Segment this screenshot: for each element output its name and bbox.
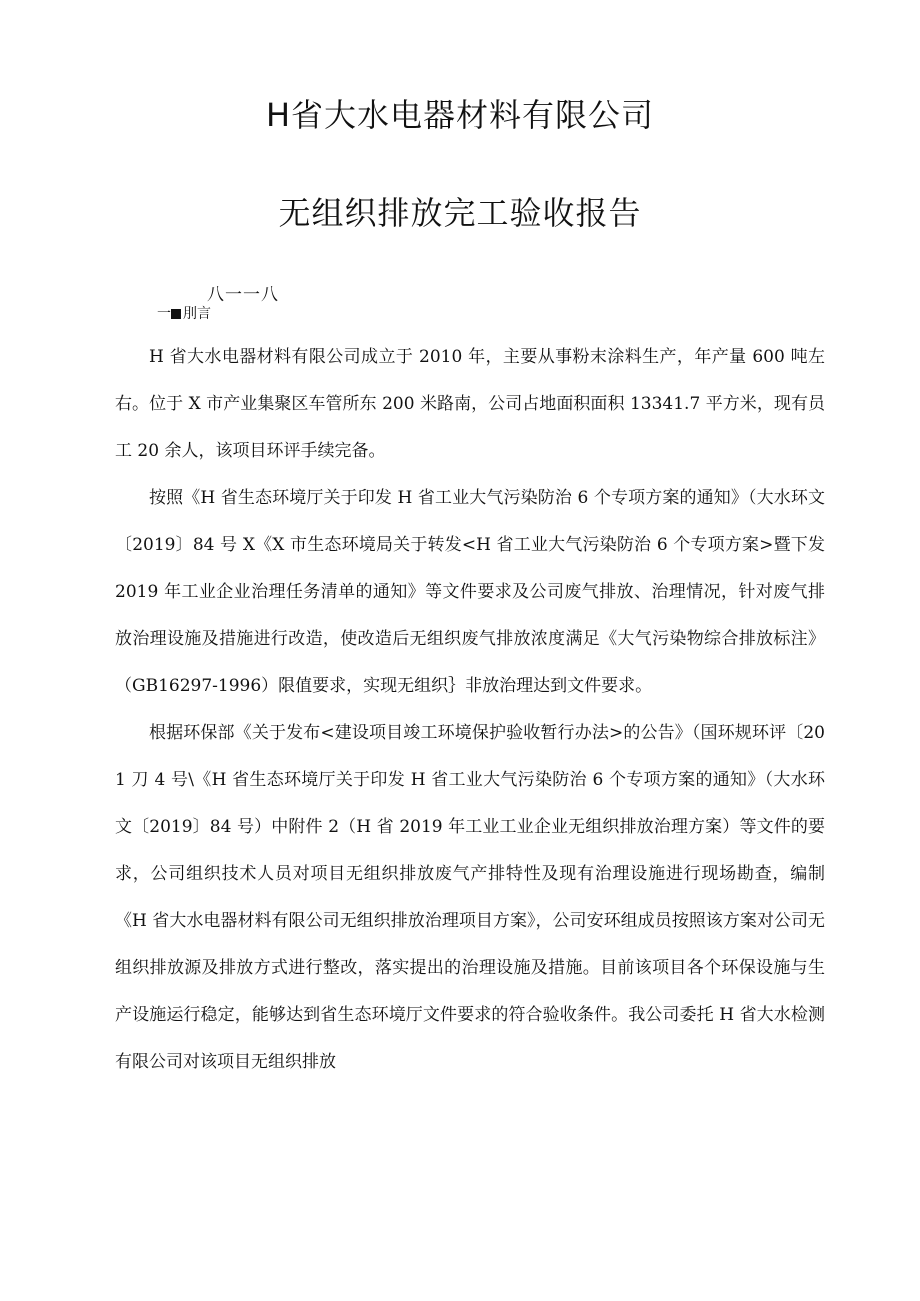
paragraph-acceptance-process: 根据环保部《关于发布<建设项目竣工环境保护验收暂行办法>的公告》（国环规环评〔201 刀 4 号\《H 省生态环境厅关于印发 H 省工业大气污染防治 6 个专项方案的通知》（大水环文〔2019〕84 号）中附件 2（H 省 2019 年工业工业企业无组织排放治理方案）等文件的要求，公司组织技术人员对项目无组织排放废气产排特性及现有治理设施进行现场勘查，编制《H 省大水电器材料有限公司无组织排放治理项目方案》，公司安环组成员按照该方案对公司无组织排放源及排放方式进行整改，落实提出的治理设施及措施。目前该项目各个环保设施与生产设施运行稳定，能够达到省生态环境厅文件要求的符合验收条件。我公司委托 H 省大水检测有限公司对该项目无组织排放 bbox=[115, 723, 825, 1072]
body-text bbox=[115, 334, 825, 1086]
section-heading-text: 刖言 bbox=[183, 306, 211, 322]
paragraph-company-overview: H 省大水电器材料有限公司成立于 2010 年，主要从事粉末涂料生产，年产量 600 吨左右。位于 X 市产业集聚区车管所东 200 米路南，公司占地面积面积 13341.7 平方米，现有员工 20 余人，该项目环评手续完备。 bbox=[115, 347, 825, 461]
section-number: 八一一八 bbox=[207, 285, 279, 305]
paragraph-regulatory-basis: 按照《H 省生态环境厅关于印发 H 省工业大气污染防治 6 个专项方案的通知》（大水环文〔2019〕84 号 X《X 市生态环境局关于转发<H 省工业大气污染防治 6 个专项方案>暨下发 2019 年工业企业治理任务清单的通知》等文件要求及公司废气排放、治理情况，针对废气排放治理设施及措施进行改造，使改造后无组织废气排放浓度满足《大气污染物综合排放标注》（GB16297-1996）限值要求，实现无组织｝非放治理达到文件要求。 bbox=[115, 488, 825, 696]
section-heading bbox=[157, 305, 211, 323]
company-title: H省大水电器材料有限公司 bbox=[265, 96, 655, 134]
square-bullet-icon bbox=[171, 309, 181, 319]
section-prefix: 一 bbox=[157, 306, 171, 322]
report-title: 无组织排放完工验收报告 bbox=[278, 194, 642, 232]
